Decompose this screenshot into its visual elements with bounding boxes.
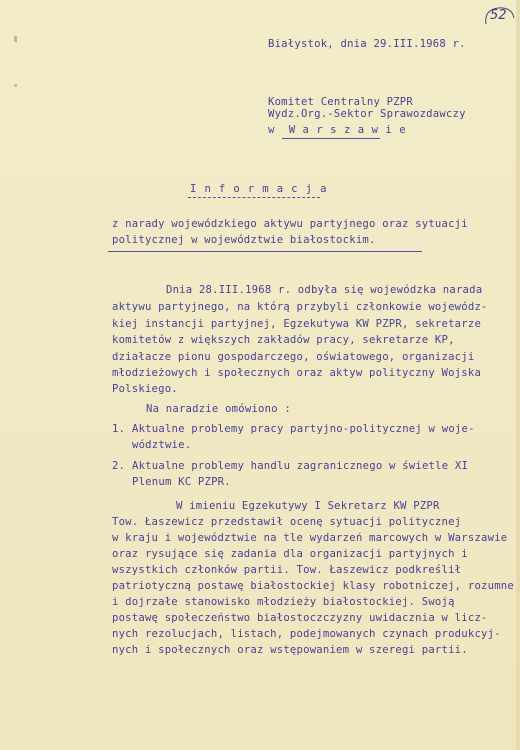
item-1-line: wództwie.	[132, 439, 192, 451]
paragraph-2-line: i dojrzałe stanowisko młodzieży białostockiej. Swoją	[112, 596, 455, 608]
recipient-underline	[282, 138, 380, 139]
paragraph-2-line: w kraju i województwie na tle wydarzeń marcowych w Warszawie	[112, 532, 508, 544]
paragraph-2-line: wszystkich członków partii. Tow. Łaszewicz podkreślił	[112, 564, 462, 576]
paragraph-2-line: oraz rysujące się zadania dla organizacji partyjnych i	[112, 548, 468, 560]
subtitle-line-1: z narady wojewódzkiego aktywu partyjnego oraz sytuacji	[112, 218, 468, 230]
recipient-line-2: Wydz.Org.-Sektor Sprawozdawczy	[268, 108, 466, 120]
page-edge	[516, 0, 520, 750]
paragraph-1-line: kiej instancji partyjnej, Egzekutywa KW PZPR, sekretarze	[112, 318, 482, 330]
paragraph-2-line: postawę społeczeństwo białostoczczyzny uwidacznia w licz-	[112, 612, 488, 624]
recipient-line-1: Komitet Centralny PZPR	[268, 96, 413, 108]
document-title: I n f o r m a c j a	[190, 183, 328, 195]
page-number: 52	[490, 8, 507, 23]
paragraph-2-line: patriotyczną postawę białostockiej klasy robotniczej, rozumne	[112, 580, 514, 592]
paragraph-1-line: Dnia 28.III.1968 r. odbyła się wojewódzka narada	[166, 284, 483, 296]
subtitle-underline	[108, 251, 422, 252]
margin-mark	[14, 36, 17, 42]
title-underline	[188, 197, 320, 198]
paragraph-2-line: nych rezolucjach, listach, podejmowanych czynach produkcyj-	[112, 628, 501, 640]
paragraph-1-line: aktywu partyjnego, na którą przybyli członkowie wojewódz-	[112, 301, 488, 313]
place-date: Białystok, dnia 29.III.1968 r.	[268, 38, 466, 50]
recipient-line-3: w W a r s z a w i e	[268, 124, 407, 136]
subtitle-line-2: politycznej w województwie białostockim.	[112, 234, 376, 246]
margin-mark	[14, 84, 17, 87]
paragraph-1-line: działacze pionu gospodarczego, oświatowego, organizacji	[112, 351, 475, 363]
paragraph-2-line: nych i społecznych oraz wstępowaniem w szeregi partii.	[112, 644, 468, 656]
paragraph-1-line: komitetów z większych zakładów pracy, sekretarze KP,	[112, 334, 455, 346]
page-number-circle-mark	[482, 4, 516, 28]
item-2-line: Aktualne problemy handlu zagranicznego w świetle XI	[132, 460, 469, 472]
item-number: 2.	[112, 460, 126, 472]
item-number: 1.	[112, 423, 126, 435]
paragraph-2-line: W imieniu Egzekutywy I Sekretarz KW PZPR	[176, 500, 440, 512]
paragraph-2-line: Tow. Łaszewicz przedstawił ocenę sytuacji politycznej	[112, 516, 462, 528]
paragraph-1-line: Polskiego.	[112, 383, 178, 395]
item-1-line: Aktualne problemy pracy partyjno-politycznej w woje-	[132, 423, 475, 435]
item-2-line: Plenum KC PZPR.	[132, 476, 231, 488]
paragraph-1-line: młodzieżowych i społecznych oraz aktyw polityczny Wojska	[112, 367, 482, 379]
discussed-intro: Na naradzie omówiono :	[146, 403, 291, 415]
